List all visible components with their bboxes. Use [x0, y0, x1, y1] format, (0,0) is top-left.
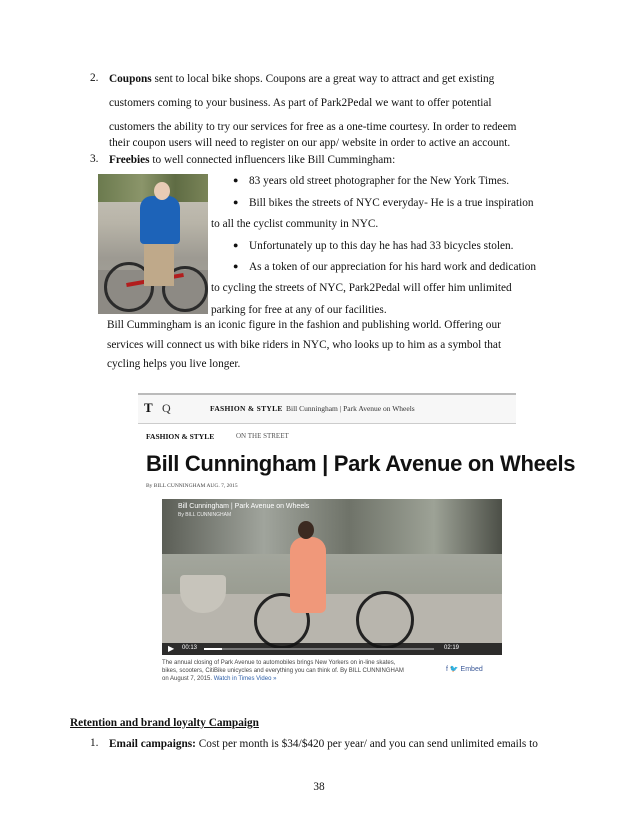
email-campaigns-line — [109, 737, 538, 751]
nyt-article-title: Bill Cunningham | Park Avenue on Wheels — [146, 451, 576, 476]
list-number: 1. — [90, 737, 99, 749]
nyt-caption-text: The annual closing of Park Avenue to automobiles brings New Yorkers on in-line skates, bikes, scooters, CitiBike unicycles and everything you can think of. By BILL CUNNINGHAM on August 7, 2015. — [162, 660, 404, 682]
email-campaigns-text: Cost per month is $34/$420 per year/ and you can send unlimited emails to — [195, 738, 538, 750]
video-time-current: 00:13 — [182, 645, 198, 651]
bullet-3: Unfortunately up to this day he has had 33 bicycles stolen. — [249, 240, 514, 252]
bullet-4-cont-1: to cycling the streets of NYC, Park2Pedal will offer him unlimited — [211, 282, 512, 294]
nyt-subsection-label: ON THE STREET — [236, 432, 289, 440]
bullet-4: As a token of our appreciation for his hard work and dedication — [249, 261, 537, 273]
paragraph-line-1: Bill Cummingham is an iconic figure in the fashion and publishing world. Offering our — [107, 319, 501, 331]
play-icon: ▶ — [168, 644, 175, 653]
nyt-breadcrumb: Bill Cunningham | Park Avenue on Wheels — [286, 404, 415, 413]
coupons-text: sent to local bike shops. Coupons are a great way to attract and get existing — [151, 73, 495, 85]
page-number: 38 — [313, 781, 325, 793]
bullet-icon: ● — [233, 240, 239, 250]
list-number: 2. — [90, 72, 99, 84]
nyt-section-label: FASHION & STYLE — [210, 404, 283, 413]
search-icon: Q — [162, 401, 171, 415]
coupons-line-4: their coupon users will need to register on our app/ website in order to active an account. — [109, 137, 511, 149]
share-icons: f 🐦 Embed — [446, 666, 483, 673]
list-number: 3. — [90, 153, 99, 165]
video-time-total: 02:19 — [444, 645, 460, 651]
bullet-4-cont-2: parking for free at any of our facilities. — [211, 304, 387, 316]
bullet-2-cont: to all the cyclist community in NYC. — [211, 218, 379, 230]
freebies-line — [109, 153, 395, 167]
coupons-line-1 — [109, 72, 494, 86]
video-controls — [162, 643, 502, 655]
email-campaigns-label: Email campaigns: — [109, 738, 196, 750]
nyt-top-bar — [138, 393, 516, 424]
coupons-line-3: customers the ability to try our services for free as a one-time courtesy. In order to redeem — [109, 121, 517, 133]
bullet-1: 83 years old street photographer for the New York Times. — [249, 175, 510, 187]
video-progress-fill — [204, 648, 222, 650]
bullet-icon: ● — [233, 175, 239, 185]
retention-heading — [70, 716, 259, 730]
coupons-label: Coupons — [109, 73, 152, 85]
freebies-text: to well connected influencers like Bill Cummingham: — [149, 154, 396, 166]
bullet-2: Bill bikes the streets of NYC everyday- He is a true inspiration — [249, 197, 534, 209]
nyt-caption — [162, 659, 412, 683]
coupons-line-2: customers coming to your business. As part of Park2Pedal we want to offer potential — [109, 97, 492, 109]
paragraph-line-2: services will connect us with bike riders in NYC, who looks up to him as a symbol that — [107, 339, 502, 351]
bullet-icon: ● — [233, 261, 239, 271]
nyt-article-screenshot — [138, 393, 576, 685]
video-byline: By BILL CUNNINGHAM — [178, 512, 232, 518]
nyt-video-frame — [162, 499, 502, 655]
bullet-icon: ● — [233, 197, 239, 207]
nyt-byline: By BILL CUNNINGHAM AUG. 7, 2015 — [146, 483, 238, 489]
nyt-logo-icon: T — [144, 400, 153, 415]
retention-heading-text: Retention and brand loyalty Campaign — [70, 717, 259, 729]
video-progress-bar — [204, 648, 434, 650]
nyt-section-label-2: FASHION & STYLE — [146, 432, 215, 441]
bill-cunningham-photo — [98, 174, 208, 314]
nyt-caption-link: Watch in Times Video » — [213, 676, 277, 682]
freebies-label: Freebies — [109, 154, 150, 166]
video-title: Bill Cunningham | Park Avenue on Wheels — [178, 503, 310, 510]
paragraph-line-3: cycling helps you live longer. — [107, 358, 241, 370]
